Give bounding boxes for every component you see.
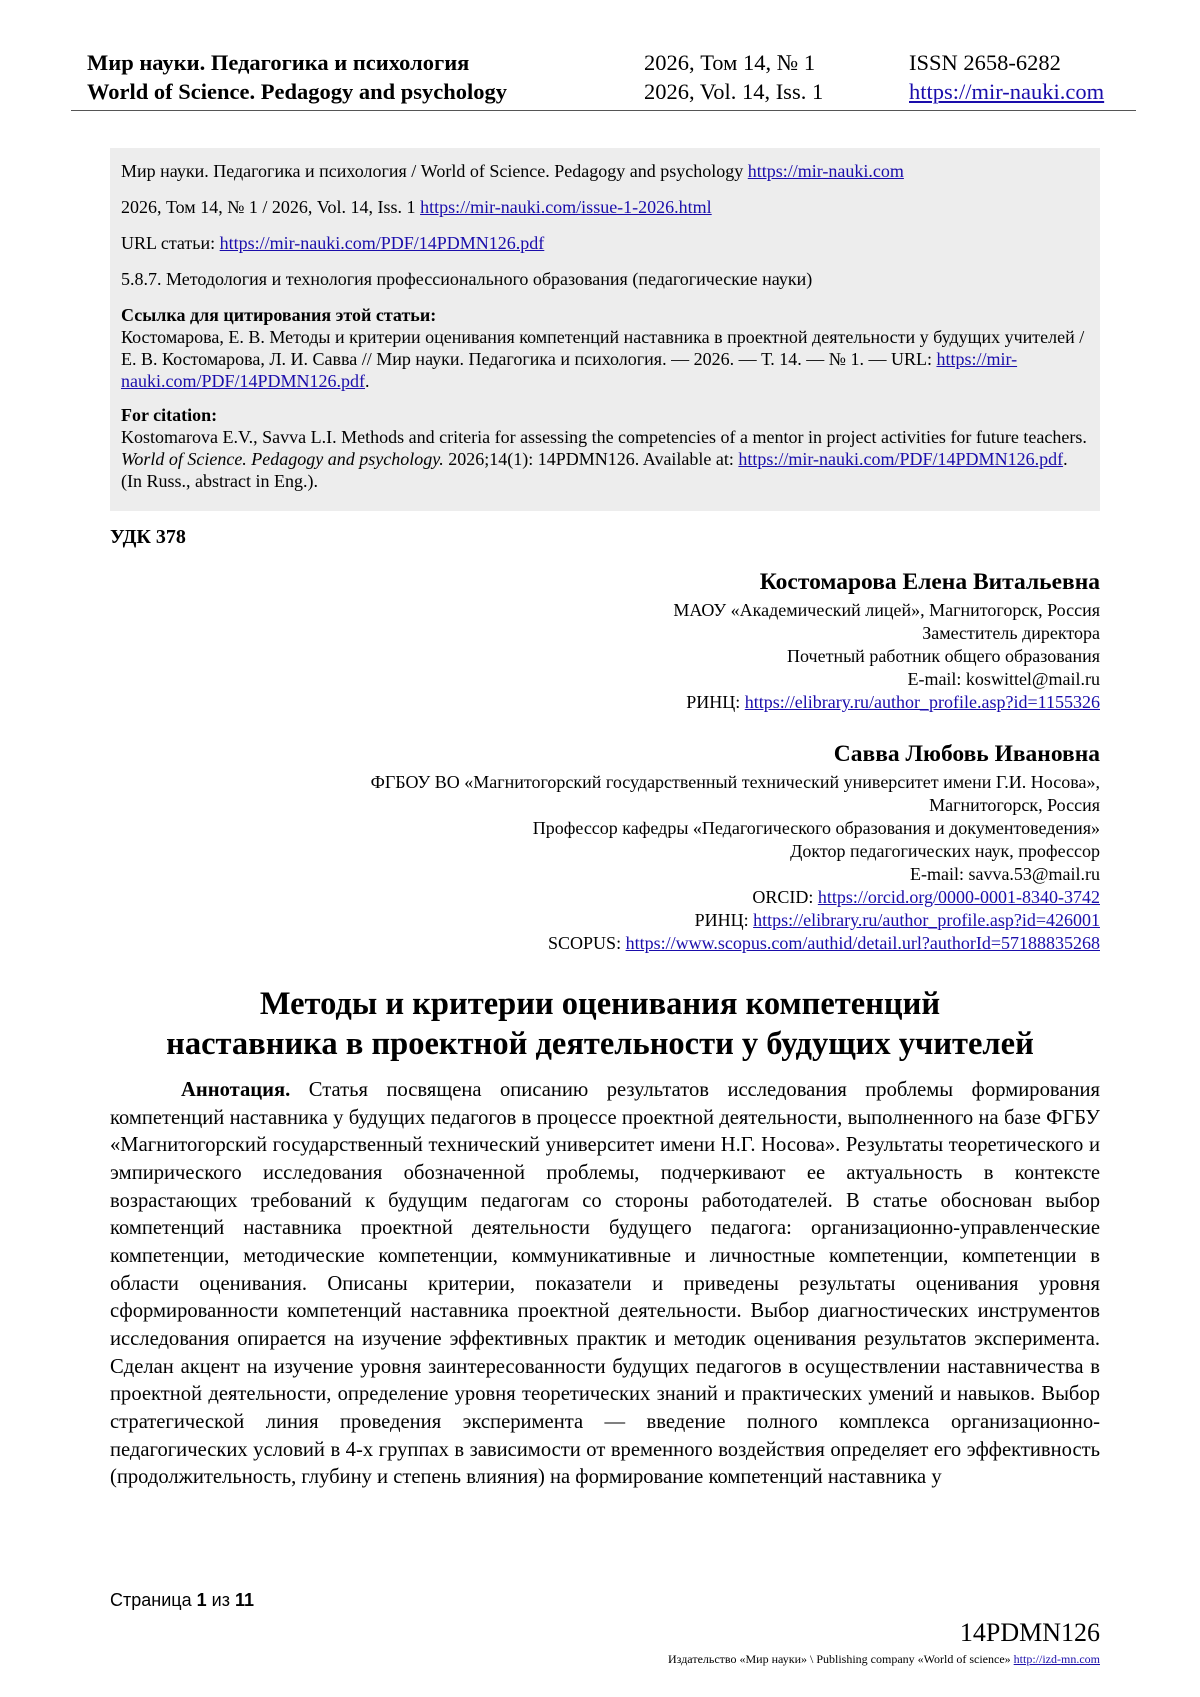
author-affiliation: ФГБОУ ВО «Магнитогорский государственный технический университет имени Г.И. Носова», [370,772,1100,792]
author-scopus: SCOPUS: https://www.scopus.com/authid/detail.url?authorId=57188835268 [548,933,1100,953]
cite-journal-line: Мир науки. Педагогика и психология / World of Science. Pedagogy and psychology https://mir-nauki.com [121,161,904,181]
author-block-2 [371,738,1100,955]
cite-article-link[interactable]: https://mir-nauki.com/PDF/14PDMN126.pdf [219,233,545,253]
masthead-divider [71,110,1136,111]
citation-box [110,148,1100,511]
cite-article-url-line: URL статьи: https://mir-nauki.com/PDF/14PDMN126.pdf [121,233,545,253]
author-rinc-link[interactable]: https://elibrary.ru/author_profile.asp?id=426001 [753,910,1100,930]
cite-en-journal: World of Science. Pedagogy and psychology. [121,449,444,469]
cite-ru-heading: Ссылка для цитирования этой статьи: [121,305,437,325]
journal-masthead [87,48,1137,106]
author-position: Заместитель директора [922,623,1100,643]
article-title: Методы и критерии оценивания компетенций наставника в проектной деятельности у будущих учителей [166,986,1034,1062]
cite-journal-link[interactable]: https://mir-nauki.com [747,161,904,181]
page-number: Страница 1 из 11 [110,1590,254,1610]
article-code: 14PDMN126 [959,1618,1100,1647]
cite-en-heading: For citation: [121,405,218,425]
author-title: Почетный работник общего образования [787,646,1100,666]
journal-title-en: World of Science. Pedagogy and psychology [87,79,508,104]
masthead-row-en [87,77,1137,106]
abstract-label: Аннотация. [181,1079,291,1101]
issue-info-en: 2026, Vol. 14, Iss. 1 [644,79,824,104]
author-email: E-mail: savva.53@mail.ru [909,864,1100,884]
author-name: Савва Любовь Ивановна [833,741,1100,767]
masthead-row-ru [87,48,1137,77]
author-orcid-link[interactable]: https://orcid.org/0000-0001-8340-3742 [817,887,1100,907]
cite-issue-line: 2026, Том 14, № 1 / 2026, Vol. 14, Iss. 1 https://mir-nauki.com/issue-1-2026.html [121,197,712,217]
cite-ru-text: Костомарова, Е. В. Методы и критерии оценивания компетенций наставника в проектной деятельности у будущих учителей / Е. В. Костомарова, Л. И. Савва // Мир науки. Педагогика и психология. — 2026. — Т. 14. — № 1. — URL: [121,327,1085,369]
author-affiliation: МАОУ «Академический лицей», Магнитогорск, Россия [673,600,1100,620]
author-affiliation-city: Магнитогорск, Россия [929,795,1100,815]
publisher-link[interactable]: http://izd-mn.com [1013,1652,1100,1666]
author-email: E-mail: koswittel@mail.ru [907,669,1100,689]
author-orcid: ORCID: https://orcid.org/0000-0001-8340-3742 [752,887,1100,907]
author-position: Профессор кафедры «Педагогического образования и документоведения» [532,818,1100,838]
cite-issue-link[interactable]: https://mir-nauki.com/issue-1-2026.html [420,197,712,217]
abstract [110,1077,1100,1492]
author-scopus-link[interactable]: https://www.scopus.com/authid/detail.url?authorId=57188835268 [625,933,1100,953]
cite-ru-block: Ссылка для цитирования этой статьи: Костомарова, Е. В. Методы и критерии оценивания компетенций наставника в проектной деятельности у будущих учителей / Е. В. Костомарова, Л. И. Савва // Мир науки. Педагогика и психология. — 2026. — Т. 14. — № 1. — URL: https://mir-nauki.com/PDF/14PDMN126.pdf. [121,305,1085,391]
journal-title-ru: Мир науки. Педагогика и психология [87,50,470,75]
cite-en-link[interactable]: https://mir-nauki.com/PDF/14PDMN126.pdf [738,449,1064,469]
cite-en-text-1: Kostomarova E.V., Savva L.I. Methods and criteria for assessing the competencies of a mentor in project activities for future teachers. [121,427,1087,447]
udk-code: УДК 378 [110,526,186,548]
issn: ISSN 2658-6282 [909,50,1061,75]
author-name: Костомарова Елена Витальевна [759,569,1100,595]
abstract-text: Статья посвящена описанию результатов исследования проблемы формирования компетенций наставника у будущих педагогов в процессе проектной деятельности, выполненного на базе ФГБУ «Магнитогорский государственный технический университет имени Н.Г. Носова». Результаты теоретического и эмпирического исследования обозначенной проблемы, подчеркивают ее актуальность в контексте возрастающих требований к будущим педагогам со стороны работодателей. В статье обоснован выбор компетенций наставника проектной деятельности будущего педагога: организационно-управленческие компетенции, методические компетенции, коммуникативные и личностные компетенции, компетенции в области оценивания. Описаны критерии, показатели и приведены результаты оценивания уровня сформированности компетенций наставника проектной деятельности. Выбор диагностических инструментов исследования опирается на изучение эффективных практик и методик оценивания результатов эксперимента. Сделан акцент на изучение уровня заинтересованности будущих педагогов в осуществлении наставничества в проектной деятельности, определение уровня теоретических знаний и практических умений и навыков. Выбор стратегической линия проведения эксперимента — введение полного комплекса организационно-педагогических условий в 4-х группах в зависимости от временного воздействия определяет его эффективность (продолжительность, глубину и степень влияния) на формирование компетенций наставника у [110,1079,1100,1489]
cite-en-block: For citation: Kostomarova E.V., Savva L.I. Methods and criteria for assessing the competencies of a mentor in project activities for future teachers. World of Science. Pedagogy and psychology. 2026;14(1): 14PDMN126. Available at: https://mir-nauki.com/PDF/14PDMN126.pdf. (In Russ., abstract in Eng.). [121,405,1087,491]
author-block-1 [673,566,1100,714]
publisher-line: Издательство «Мир науки» \ Publishing company «World of science» http://izd-mn.com [668,1652,1100,1666]
author-rinc: РИНЦ: https://elibrary.ru/author_profile.asp?id=426001 [694,910,1100,930]
cite-en-text-2: 2026;14(1): 14PDMN126. Available at: [448,449,734,469]
cite-ru-link[interactable]: https://mir-nauki.com/PDF/14PDMN126.pdf [121,349,1018,391]
issue-info-ru: 2026, Том 14, № 1 [644,50,816,75]
author-rinc: РИНЦ: https://elibrary.ru/author_profile.asp?id=1155326 [686,692,1100,712]
cite-specialty: 5.8.7. Методология и технология профессионального образования (педагогические науки) [121,269,813,289]
journal-site-link[interactable]: https://mir-nauki.com [909,79,1105,104]
author-rinc-link[interactable]: https://elibrary.ru/author_profile.asp?id=1155326 [744,692,1100,712]
author-degree: Доктор педагогических наук, профессор [790,841,1100,861]
